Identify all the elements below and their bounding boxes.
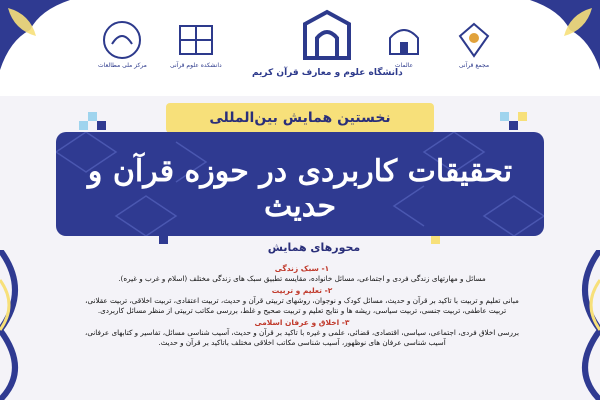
- pixel-decoration: [500, 112, 509, 121]
- pixel-decoration: [518, 112, 527, 121]
- pixel-decoration: [97, 121, 106, 130]
- pixel-decoration: [509, 121, 518, 130]
- event-title: تحقیقات کاربردی در حوزه قرآن و حدیث: [87, 154, 513, 224]
- logo-left2-caption: دانشکده علوم قرآنی: [170, 62, 222, 69]
- logo-row: [0, 8, 600, 88]
- section-body: بررسی اخلاق فردی، اجتماعی، سیاسی، اقتصادی، قضائی، علمی و غیره با تاکید بر قرآن و حدیث، آسیب شناسی مسائل، تفاسیر و کتابهای عرفانی، آسیب شناسی عرفان های نوظهور، آسیب شناسی مکاتب اخلاقی مختلف باتاکید بر قرآن و حدیث.: [85, 328, 519, 347]
- seal-logo-icon: [102, 20, 142, 60]
- university-logo-icon: [279, 8, 375, 66]
- section-title: ۳- اخلاق و عرفان اسلامی: [254, 318, 350, 327]
- section-title: ۲- تعلیم و تربیت: [271, 286, 333, 295]
- axes-heading: محورهای همایش: [267, 241, 361, 254]
- title-banner: [56, 132, 544, 236]
- event-subtitle: نخستین همایش بین‌المللی: [209, 110, 391, 126]
- logo-main-caption: دانشگاه علوم و معارف قرآن کریم: [252, 68, 403, 78]
- section-body: مسائل و مهارتهای زندگی فردی و اجتماعی، مسائل خانواده، مقایسه تطبیق سبک های زندگی مختلف (اسلام و غرب و غیره).: [118, 274, 486, 283]
- logo-right1-caption: عالمات: [394, 62, 414, 69]
- side-ornament-icon: [0, 250, 40, 400]
- side-ornament-icon: [560, 250, 600, 400]
- section-body: مبانی تعلیم و تربیت با تاکید بر قرآن و حدیث، مسائل کودک و نوجوان، روشهای تربیتی قرآن و حدیث، تربیت اعتقادی، تربیت اخلاقی، تربیت عقلانی، تربیت عاطفی، تربیت جنسی، تربیت سیاسی، ریشه ها و نتایج تعلیم و تربیت صحیح و غلط، بررسی مکاتب تربیتی از منظر مسائل کاربردی.: [85, 296, 519, 315]
- logo-right1: [380, 20, 428, 69]
- emblem-logo-icon: [452, 20, 496, 60]
- logo-right2: [452, 20, 496, 69]
- pixel-decoration: [88, 112, 97, 121]
- pixel-decoration: [79, 121, 88, 130]
- logo-left1-caption: مرکز ملی مطالعات: [98, 62, 147, 69]
- pixel-decoration: [431, 235, 440, 244]
- dome-logo-icon: [380, 20, 428, 60]
- subtitle-band: [166, 103, 434, 133]
- logo-left1: [98, 20, 147, 69]
- pixel-decoration: [159, 235, 168, 244]
- logo-left2: [170, 20, 222, 69]
- knot-logo-icon: [174, 20, 218, 60]
- logo-right2-caption: مجمع قرآنی: [458, 62, 490, 69]
- axes-list: [78, 262, 526, 350]
- section-title: ۱- سبک زندگی: [274, 264, 330, 273]
